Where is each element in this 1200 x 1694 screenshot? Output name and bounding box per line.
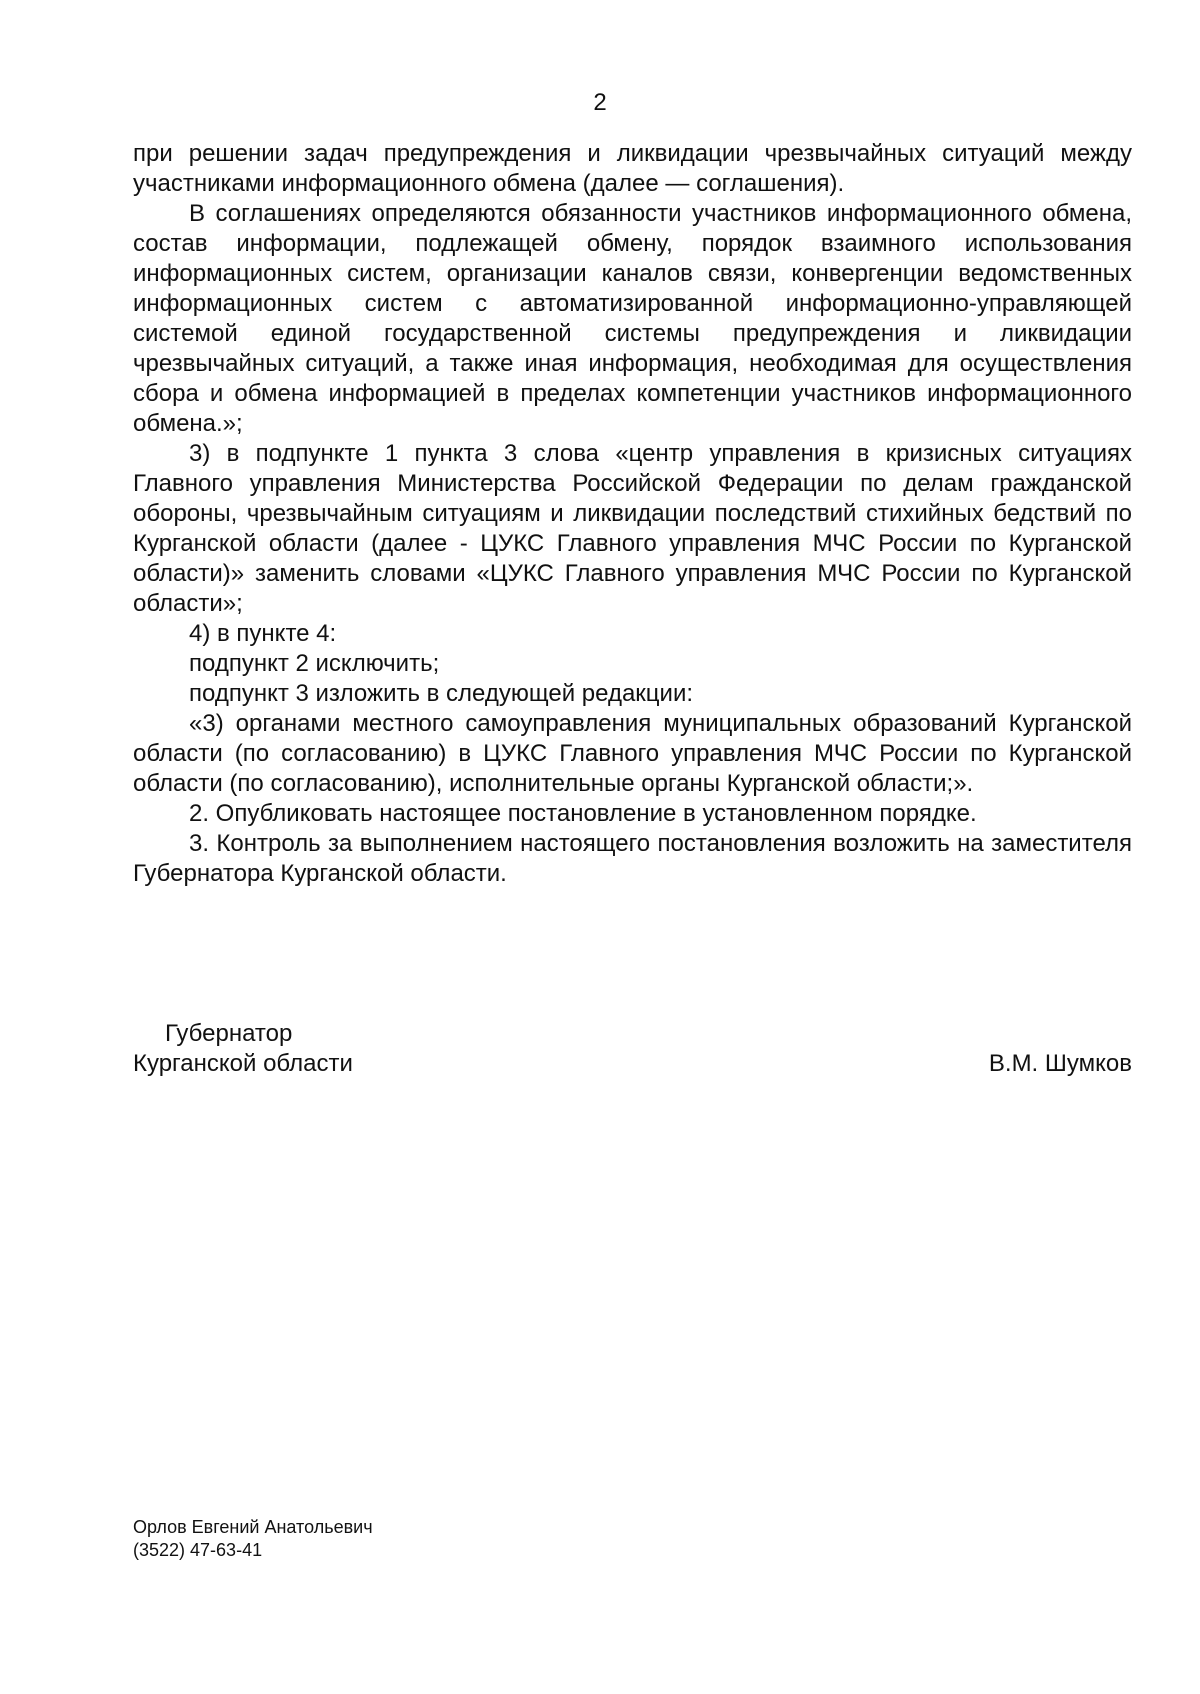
contact-phone: (3522) 47-63-41 — [133, 1540, 263, 1560]
paragraph-1: при решении задач предупреждения и ликвидации чрезвычайных ситуаций между участниками информационного обмена (далее — соглашения). — [133, 140, 1132, 197]
page-number: 2 — [593, 89, 607, 116]
signatory-name: В.М. Шумков — [988, 1050, 1132, 1077]
paragraph-2: В соглашениях определяются обязанности участников информационного обмена, состав информации, подлежащей обмену, порядок взаимного использования информационных систем, организации каналов связи, конвергенции ведомственных информационных систем с автоматизированной информационно-управляющей системой единой государственной системы предупреждения и ликвидации чрезвычайных ситуаций, а также иная информация, необходимая для осуществления сбора и обмена информацией в пределах компетенции участников информационного обмена.»; — [133, 200, 1132, 437]
paragraph-9: 3. Контроль за выполнением настоящего постановления возложить на заместителя Губернатора Курганской области. — [133, 830, 1132, 887]
paragraph-8: 2. Опубликовать настоящее постановление в установленном порядке. — [189, 800, 977, 827]
paragraph-3: 3) в подпункте 1 пункта 3 слова «центр управления в кризисных ситуациях Главного управления Министерства Российской Федерации по делам гражданской обороны, чрезвычайным ситуациям и ликвидации последствий стихийных бедствий по Курганской области (далее - ЦУКС Главного управления МЧС России по Курганской области)» заменить словами «ЦУКС Главного управления МЧС России по Курганской области»; — [133, 440, 1132, 617]
paragraph-4: 4) в пункте 4: — [189, 620, 337, 647]
signature-title-line2: Курганской области — [133, 1050, 353, 1077]
contact-block — [133, 1516, 373, 1562]
paragraph-6: подпункт 3 изложить в следующей редакции: — [189, 680, 694, 707]
signature-block — [133, 1019, 1132, 1079]
signature-title-line1: Губернатор — [165, 1020, 293, 1047]
signature-row — [133, 1049, 1132, 1079]
paragraph-7: «3) органами местного самоуправления муниципальных образований Курганской области (по согласованию) в ЦУКС Главного управления МЧС России по Курганской области (по согласованию), исполнительные органы Курганской области;». — [133, 710, 1132, 797]
contact-name: Орлов Евгений Анатольевич — [133, 1517, 373, 1537]
paragraph-5: подпункт 2 исключить; — [189, 650, 440, 677]
document-body — [133, 139, 1132, 889]
